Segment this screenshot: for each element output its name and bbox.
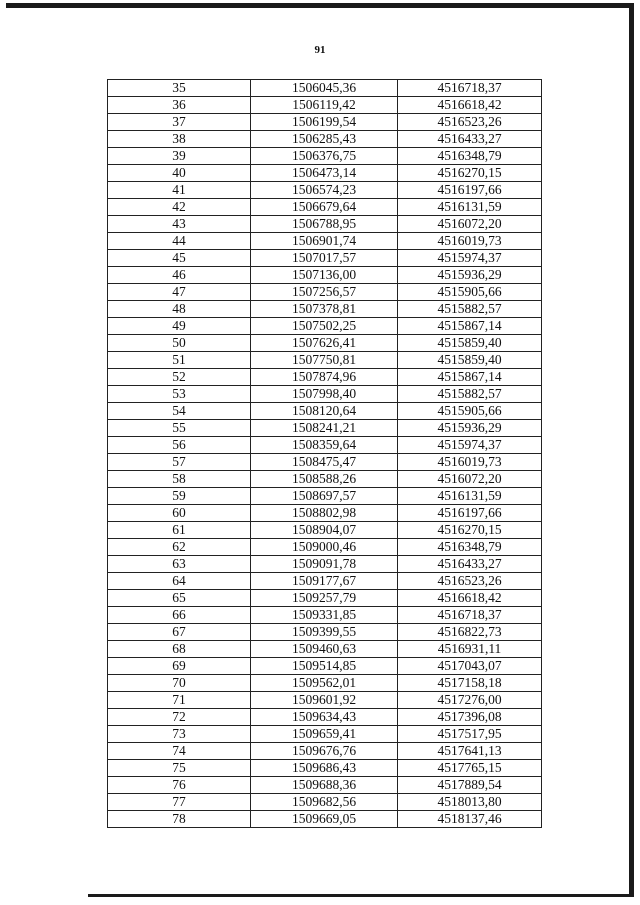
y-coordinate-cell: 4515974,37 [398, 250, 542, 267]
y-coordinate-cell: 4516197,66 [398, 505, 542, 522]
point-number-cell: 55 [108, 420, 251, 437]
point-number-cell: 74 [108, 743, 251, 760]
x-coordinate-cell: 1509669,05 [251, 811, 398, 828]
table-row [108, 709, 542, 726]
point-number-cell: 57 [108, 454, 251, 471]
table-row [108, 794, 542, 811]
y-coordinate-cell: 4516270,15 [398, 522, 542, 539]
y-coordinate-cell: 4515859,40 [398, 335, 542, 352]
table-row [108, 199, 542, 216]
table-row [108, 352, 542, 369]
table-row [108, 607, 542, 624]
y-coordinate-cell: 4517158,18 [398, 675, 542, 692]
y-coordinate-cell: 4515867,14 [398, 318, 542, 335]
point-number-cell: 63 [108, 556, 251, 573]
x-coordinate-cell: 1506285,43 [251, 131, 398, 148]
page-number: 91 [314, 44, 326, 56]
y-coordinate-cell: 4516718,37 [398, 80, 542, 97]
x-coordinate-cell: 1508241,21 [251, 420, 398, 437]
point-number-cell: 73 [108, 726, 251, 743]
y-coordinate-cell: 4516072,20 [398, 216, 542, 233]
x-coordinate-cell: 1508802,98 [251, 505, 398, 522]
y-coordinate-cell: 4515936,29 [398, 420, 542, 437]
x-coordinate-cell: 1509257,79 [251, 590, 398, 607]
point-number-cell: 38 [108, 131, 251, 148]
point-number-cell: 71 [108, 692, 251, 709]
table-row [108, 97, 542, 114]
table-row [108, 692, 542, 709]
x-coordinate-cell: 1506119,42 [251, 97, 398, 114]
x-coordinate-cell: 1506788,95 [251, 216, 398, 233]
y-coordinate-cell: 4516931,11 [398, 641, 542, 658]
y-coordinate-cell: 4516072,20 [398, 471, 542, 488]
point-number-cell: 49 [108, 318, 251, 335]
x-coordinate-cell: 1507378,81 [251, 301, 398, 318]
x-coordinate-cell: 1507256,57 [251, 284, 398, 301]
point-number-cell: 77 [108, 794, 251, 811]
table-row [108, 165, 542, 182]
table-row [108, 114, 542, 131]
y-coordinate-cell: 4516433,27 [398, 131, 542, 148]
y-coordinate-cell: 4516131,59 [398, 488, 542, 505]
x-coordinate-cell: 1508697,57 [251, 488, 398, 505]
x-coordinate-cell: 1509177,67 [251, 573, 398, 590]
point-number-cell: 72 [108, 709, 251, 726]
x-coordinate-cell: 1508359,64 [251, 437, 398, 454]
x-coordinate-cell: 1507750,81 [251, 352, 398, 369]
x-coordinate-cell: 1509091,78 [251, 556, 398, 573]
y-coordinate-cell: 4517396,08 [398, 709, 542, 726]
y-coordinate-cell: 4515859,40 [398, 352, 542, 369]
table-row [108, 437, 542, 454]
y-coordinate-cell: 4515936,29 [398, 267, 542, 284]
point-number-cell: 44 [108, 233, 251, 250]
point-number-cell: 36 [108, 97, 251, 114]
point-number-cell: 60 [108, 505, 251, 522]
y-coordinate-cell: 4516433,27 [398, 556, 542, 573]
y-coordinate-cell: 4516718,37 [398, 607, 542, 624]
table-row [108, 726, 542, 743]
point-number-cell: 37 [108, 114, 251, 131]
table-row [108, 148, 542, 165]
point-number-cell: 50 [108, 335, 251, 352]
x-coordinate-cell: 1509686,43 [251, 760, 398, 777]
y-coordinate-cell: 4516019,73 [398, 233, 542, 250]
x-coordinate-cell: 1508475,47 [251, 454, 398, 471]
x-coordinate-cell: 1507626,41 [251, 335, 398, 352]
y-coordinate-cell: 4516270,15 [398, 165, 542, 182]
x-coordinate-cell: 1509682,56 [251, 794, 398, 811]
table-row [108, 743, 542, 760]
x-coordinate-cell: 1507874,96 [251, 369, 398, 386]
y-coordinate-cell: 4515882,57 [398, 386, 542, 403]
table-row [108, 641, 542, 658]
y-coordinate-cell: 4515867,14 [398, 369, 542, 386]
point-number-cell: 54 [108, 403, 251, 420]
table-row [108, 369, 542, 386]
y-coordinate-cell: 4516348,79 [398, 148, 542, 165]
table-row [108, 284, 542, 301]
table-row [108, 505, 542, 522]
y-coordinate-cell: 4517517,95 [398, 726, 542, 743]
point-number-cell: 39 [108, 148, 251, 165]
x-coordinate-cell: 1506574,23 [251, 182, 398, 199]
point-number-cell: 58 [108, 471, 251, 488]
y-coordinate-cell: 4516197,66 [398, 182, 542, 199]
x-coordinate-cell: 1507998,40 [251, 386, 398, 403]
table-row [108, 131, 542, 148]
x-coordinate-cell: 1509460,63 [251, 641, 398, 658]
point-number-cell: 64 [108, 573, 251, 590]
point-number-cell: 65 [108, 590, 251, 607]
y-coordinate-cell: 4517276,00 [398, 692, 542, 709]
y-coordinate-cell: 4516618,42 [398, 590, 542, 607]
x-coordinate-cell: 1506901,74 [251, 233, 398, 250]
x-coordinate-cell: 1509562,01 [251, 675, 398, 692]
y-coordinate-cell: 4516019,73 [398, 454, 542, 471]
table-row [108, 556, 542, 573]
table-row [108, 624, 542, 641]
x-coordinate-cell: 1509601,92 [251, 692, 398, 709]
point-number-cell: 62 [108, 539, 251, 556]
point-number-cell: 42 [108, 199, 251, 216]
y-coordinate-cell: 4515882,57 [398, 301, 542, 318]
table-row [108, 658, 542, 675]
x-coordinate-cell: 1509514,85 [251, 658, 398, 675]
table-row [108, 267, 542, 284]
y-coordinate-cell: 4515974,37 [398, 437, 542, 454]
point-number-cell: 46 [108, 267, 251, 284]
table-row [108, 420, 542, 437]
y-coordinate-cell: 4517889,54 [398, 777, 542, 794]
table-row [108, 233, 542, 250]
y-coordinate-cell: 4518013,80 [398, 794, 542, 811]
x-coordinate-cell: 1509331,85 [251, 607, 398, 624]
x-coordinate-cell: 1509399,55 [251, 624, 398, 641]
x-coordinate-cell: 1509000,46 [251, 539, 398, 556]
x-coordinate-cell: 1506376,75 [251, 148, 398, 165]
point-number-cell: 75 [108, 760, 251, 777]
table-row [108, 182, 542, 199]
x-coordinate-cell: 1509676,76 [251, 743, 398, 760]
point-number-cell: 52 [108, 369, 251, 386]
table-row [108, 811, 542, 828]
point-number-cell: 70 [108, 675, 251, 692]
x-coordinate-cell: 1509634,43 [251, 709, 398, 726]
table-row [108, 777, 542, 794]
table-row [108, 675, 542, 692]
x-coordinate-cell: 1507502,25 [251, 318, 398, 335]
scan-border-right [629, 3, 634, 897]
x-coordinate-cell: 1507136,00 [251, 267, 398, 284]
point-number-cell: 45 [108, 250, 251, 267]
y-coordinate-cell: 4516131,59 [398, 199, 542, 216]
table-row [108, 403, 542, 420]
point-number-cell: 51 [108, 352, 251, 369]
table-row [108, 760, 542, 777]
x-coordinate-cell: 1507017,57 [251, 250, 398, 267]
point-number-cell: 68 [108, 641, 251, 658]
x-coordinate-cell: 1506679,64 [251, 199, 398, 216]
table-row [108, 590, 542, 607]
coordinates-table [107, 79, 542, 828]
coordinates-table-body [108, 80, 542, 828]
y-coordinate-cell: 4517641,13 [398, 743, 542, 760]
table-row [108, 80, 542, 97]
point-number-cell: 48 [108, 301, 251, 318]
table-row [108, 522, 542, 539]
table-row [108, 301, 542, 318]
y-coordinate-cell: 4515905,66 [398, 403, 542, 420]
x-coordinate-cell: 1509688,36 [251, 777, 398, 794]
point-number-cell: 35 [108, 80, 251, 97]
y-coordinate-cell: 4517765,15 [398, 760, 542, 777]
y-coordinate-cell: 4516618,42 [398, 97, 542, 114]
table-row [108, 335, 542, 352]
point-number-cell: 61 [108, 522, 251, 539]
table-row [108, 250, 542, 267]
scan-border-top [6, 3, 634, 8]
y-coordinate-cell: 4518137,46 [398, 811, 542, 828]
table-row [108, 471, 542, 488]
x-coordinate-cell: 1506473,14 [251, 165, 398, 182]
point-number-cell: 43 [108, 216, 251, 233]
y-coordinate-cell: 4517043,07 [398, 658, 542, 675]
point-number-cell: 67 [108, 624, 251, 641]
point-number-cell: 47 [108, 284, 251, 301]
table-row [108, 386, 542, 403]
point-number-cell: 76 [108, 777, 251, 794]
point-number-cell: 41 [108, 182, 251, 199]
y-coordinate-cell: 4516348,79 [398, 539, 542, 556]
point-number-cell: 53 [108, 386, 251, 403]
point-number-cell: 59 [108, 488, 251, 505]
x-coordinate-cell: 1508904,07 [251, 522, 398, 539]
point-number-cell: 78 [108, 811, 251, 828]
x-coordinate-cell: 1508588,26 [251, 471, 398, 488]
y-coordinate-cell: 4515905,66 [398, 284, 542, 301]
y-coordinate-cell: 4516523,26 [398, 573, 542, 590]
x-coordinate-cell: 1506045,36 [251, 80, 398, 97]
table-row [108, 216, 542, 233]
point-number-cell: 56 [108, 437, 251, 454]
y-coordinate-cell: 4516822,73 [398, 624, 542, 641]
point-number-cell: 69 [108, 658, 251, 675]
table-row [108, 573, 542, 590]
point-number-cell: 40 [108, 165, 251, 182]
x-coordinate-cell: 1509659,41 [251, 726, 398, 743]
table-row [108, 488, 542, 505]
x-coordinate-cell: 1508120,64 [251, 403, 398, 420]
point-number-cell: 66 [108, 607, 251, 624]
x-coordinate-cell: 1506199,54 [251, 114, 398, 131]
table-row [108, 539, 542, 556]
y-coordinate-cell: 4516523,26 [398, 114, 542, 131]
table-row [108, 318, 542, 335]
table-row [108, 454, 542, 471]
scan-border-bottom [88, 894, 634, 897]
